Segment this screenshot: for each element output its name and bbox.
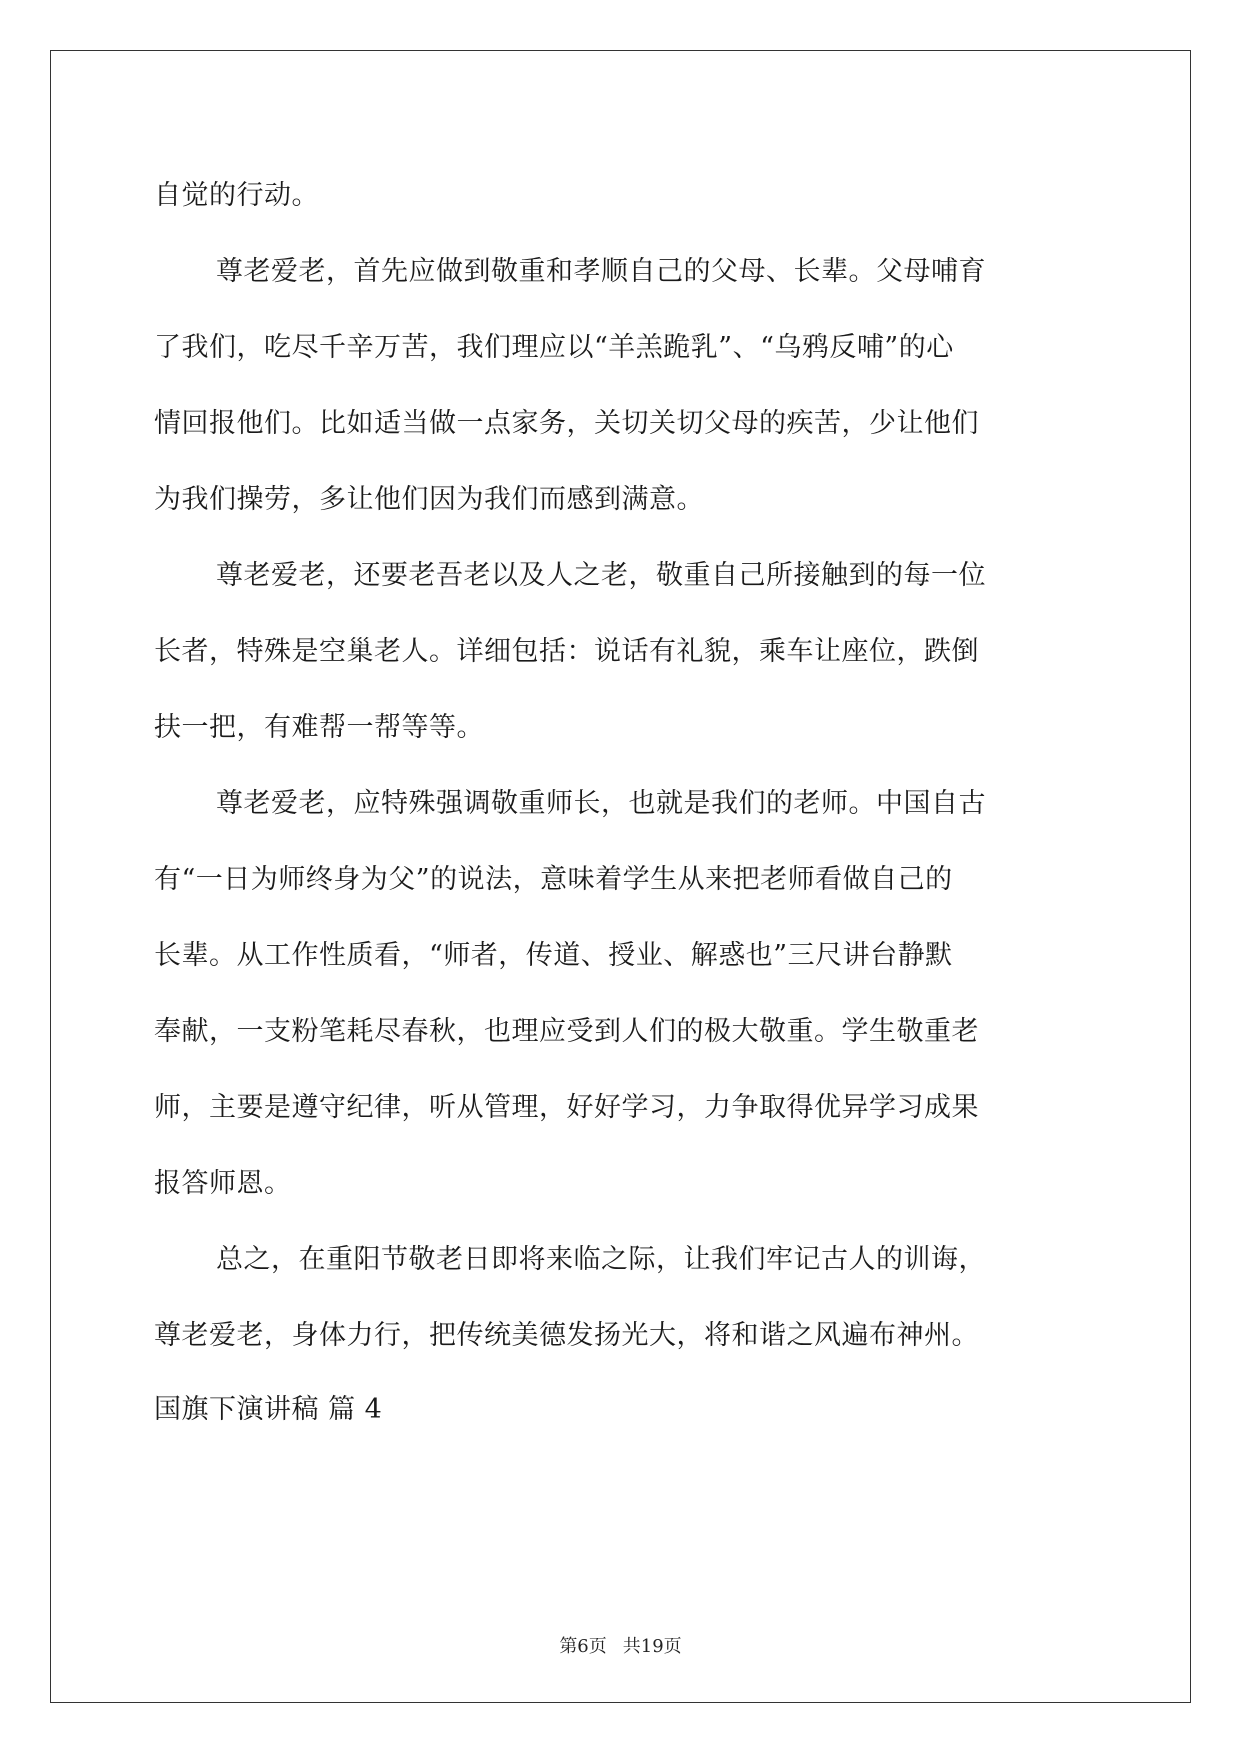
paragraph-start-line: 尊老爱老，首先应做到敬重和孝顺自己的父母、长辈。父母哺育 xyxy=(216,256,986,287)
paragraph-start-line: 尊老爱老，还要老吾老以及人之老，敬重自己所接触到的每一位 xyxy=(216,560,986,591)
text-line: 长辈。从工作性质看，“师者，传道、授业、解惑也”三尺讲台静默 xyxy=(154,940,953,971)
text-line: 师，主要是遵守纪律，听从管理，好好学习，力争取得优异学习成果 xyxy=(154,1092,979,1123)
current-page-number: 第6页 xyxy=(559,1636,607,1657)
paragraph-start-line: 总之，在重阳节敬老日即将来临之际，让我们牢记古人的训诲， xyxy=(216,1244,986,1275)
text-line: 扶一把，有难帮一帮等等。 xyxy=(154,712,484,743)
text-line: 奉献，一支粉笔耗尽春秋，也理应受到人们的极大敬重。学生敬重老 xyxy=(154,1016,979,1047)
text-line: 情回报他们。比如适当做一点家务，关切关切父母的疾苦，少让他们 xyxy=(154,408,979,439)
text-line: 报答师恩。 xyxy=(154,1168,292,1199)
text-line: 有“一日为师终身为父”的说法，意味着学生从来把老师看做自己的 xyxy=(154,864,953,895)
text-line: 为我们操劳，多让他们因为我们而感到满意。 xyxy=(154,484,704,515)
text-line: 自觉的行动。 xyxy=(154,180,319,211)
text-line: 尊老爱老，身体力行，把传统美德发扬光大，将和谐之风遍布神州。 xyxy=(154,1320,979,1351)
paragraph-start-line: 尊老爱老，应特殊强调敬重师长，也就是我们的老师。中国自古 xyxy=(216,788,986,819)
text-line: 了我们，吃尽千辛万苦，我们理应以“羊羔跪乳”、“乌鸦反哺”的心 xyxy=(154,332,954,363)
text-line: 长者，特殊是空巢老人。详细包括：说话有礼貌，乘车让座位，跌倒 xyxy=(154,636,979,667)
total-page-count: 共19页 xyxy=(622,1636,682,1657)
page-footer xyxy=(0,1632,1241,1658)
document-body xyxy=(154,158,1091,1448)
section-heading: 国旗下演讲稿 篇 4 xyxy=(154,1394,383,1425)
